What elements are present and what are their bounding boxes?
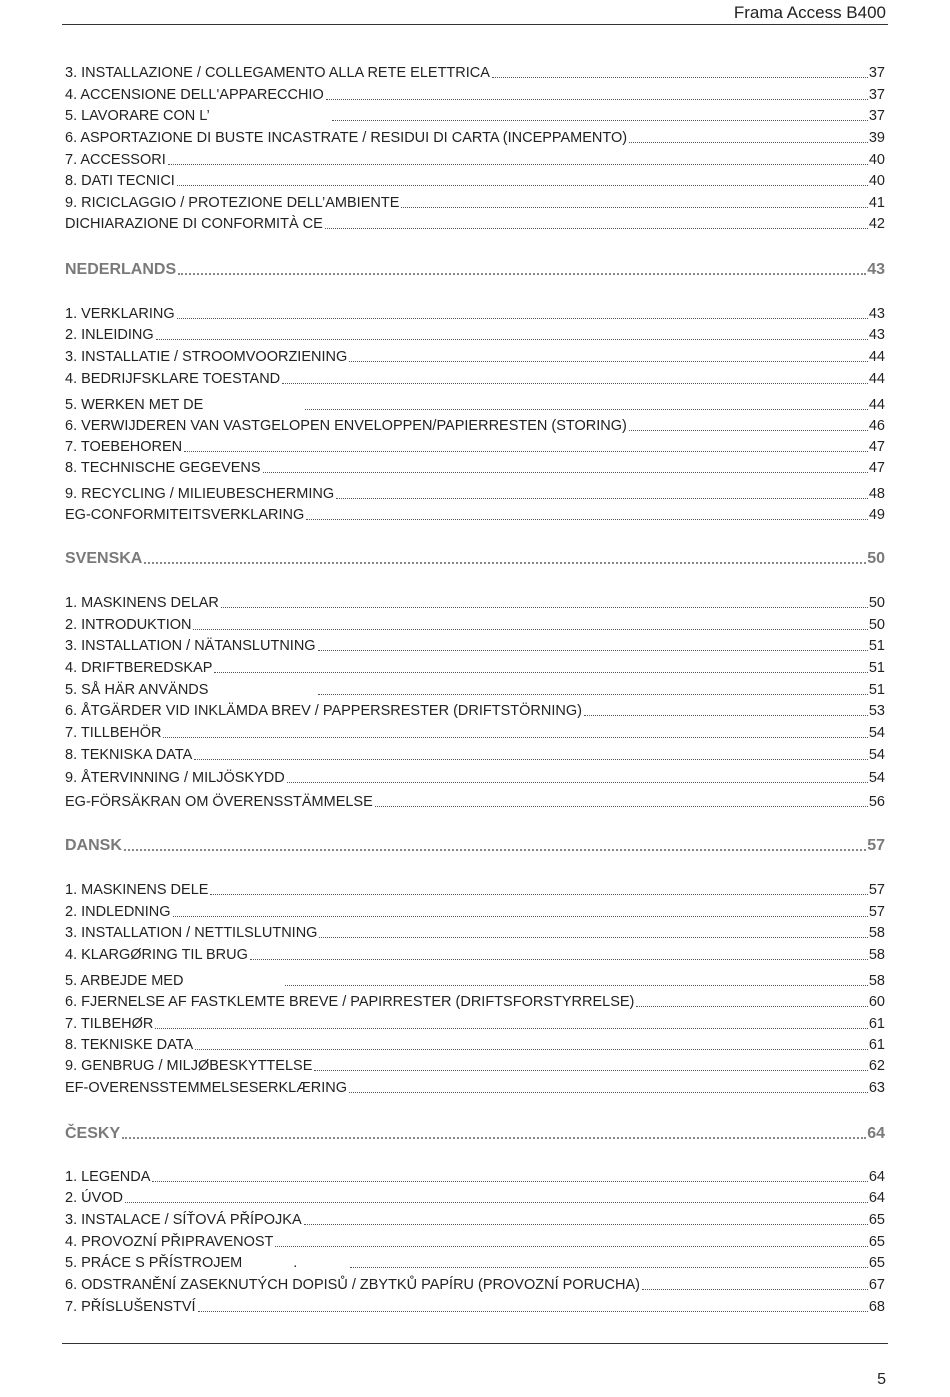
dot-leader	[263, 472, 868, 473]
toc-entry	[65, 1167, 885, 1187]
toc-entry	[65, 1014, 885, 1034]
toc-entry-page-number: 40	[868, 173, 885, 189]
toc-entry-label: 1. LEGENDA	[65, 1169, 151, 1185]
dot-leader	[492, 77, 868, 78]
dot-leader	[305, 409, 868, 410]
dot-leader	[194, 759, 868, 760]
dot-leader	[349, 361, 868, 362]
toc-entry-page-number: 37	[868, 87, 885, 103]
toc-entry-label: 7. TOEBEHOREN	[65, 439, 183, 455]
toc-entry	[65, 193, 885, 213]
toc-entry-label: 4. ACCENSIONE DELL'APPARECCHIO	[65, 87, 324, 103]
toc-entry-label: 7. ACCESSORI	[65, 152, 166, 168]
toc-entry	[65, 106, 885, 126]
toc-entry-label: ČESKY	[65, 1125, 121, 1142]
dot-leader	[326, 99, 868, 100]
dot-leader	[214, 672, 867, 673]
toc-entry	[65, 1232, 885, 1252]
dot-leader	[336, 498, 868, 499]
dot-leader	[629, 142, 868, 143]
toc-entry	[65, 1078, 885, 1098]
toc-entry-page-number: 53	[868, 703, 885, 719]
toc-entry-label: 5. LAVORARE CON L’	[65, 108, 210, 124]
dot-leader	[319, 937, 867, 938]
toc-entry	[65, 658, 885, 678]
toc-entry-page-number: 65	[868, 1234, 885, 1250]
toc-entry-page-number: 39	[868, 130, 885, 146]
dot-leader	[198, 1311, 868, 1312]
toc-entry	[65, 416, 885, 436]
toc-entry-label: 4. KLARGØRING TIL BRUG	[65, 947, 248, 963]
toc-entry-label: 9. RECYCLING / MILIEUBESCHERMING	[65, 486, 335, 502]
toc-entry-page-number: 43	[868, 327, 885, 343]
toc-entry-label: 9. RICICLAGGIO / PROTEZIONE DELL’AMBIENTE	[65, 195, 400, 211]
dot-leader	[636, 1006, 867, 1007]
dot-leader	[193, 629, 867, 630]
toc-entry-page-number: 43	[867, 261, 885, 278]
toc-entry-label: 9. GENBRUG / MILJØBESKYTTELSE	[65, 1058, 313, 1074]
toc-entry-page-number: 64	[868, 1190, 885, 1206]
toc-entry	[65, 128, 885, 148]
toc-entry-page-number: 42	[868, 216, 885, 232]
toc-entry	[65, 615, 885, 635]
dot-leader	[195, 1049, 868, 1050]
toc-entry	[65, 680, 885, 700]
dot-leader	[177, 318, 868, 319]
toc-entry-label: 6. ASPORTAZIONE DI BUSTE INCASTRATE / RESIDUI DI CARTA (INCEPPAMENTO)	[65, 130, 628, 146]
dot-leader	[184, 451, 868, 452]
toc-entry	[65, 304, 885, 324]
toc-entry	[65, 593, 885, 613]
dot-leader	[401, 207, 867, 208]
toc-entry-label: 1. MASKINENS DELE	[65, 882, 209, 898]
toc-entry-page-number: 58	[868, 947, 885, 963]
toc-entry-label: 2. ÚVOD	[65, 1190, 124, 1206]
dot-leader	[163, 737, 867, 738]
toc-entry-label: 3. INSTALLATIE / STROOMVOORZIENING	[65, 349, 348, 365]
dot-leader	[629, 430, 868, 431]
dot-leader	[152, 1181, 867, 1182]
toc-entry-label: 5. WERKEN MET DE	[65, 397, 204, 413]
toc-entry	[65, 1210, 885, 1230]
dot-leader	[287, 782, 868, 783]
toc-entry-page-number: 50	[868, 617, 885, 633]
toc-entry-label: 5. PRÁCE S PŘÍSTROJEM	[65, 1255, 243, 1271]
toc-entry-label: 3. INSTALLAZIONE / COLLEGAMENTO ALLA RETE ELETTRICA	[65, 65, 490, 81]
toc-entry	[65, 1275, 885, 1295]
toc-entry	[65, 723, 885, 743]
toc-entry-page-number: 61	[868, 1016, 885, 1032]
toc-entry-page-number: 57	[868, 882, 885, 898]
toc-entry-page-number: 51	[868, 660, 885, 676]
toc-entry-page-number: 49	[868, 507, 885, 523]
toc-entry-page-number: 54	[868, 725, 885, 741]
document-header-title: Frama Access B400	[733, 3, 886, 22]
toc-entry-page-number: 57	[868, 904, 885, 920]
toc-entry-label: 6. ÅTGÄRDER VID INKLÄMDA BREV / PAPPERSRESTER (DRIFTSTÖRNING)	[65, 703, 582, 719]
toc-entry-page-number: 61	[868, 1037, 885, 1053]
toc-entry-page-number: 50	[867, 550, 885, 567]
toc-entry-label: 4. DRIFTBEREDSKAP	[65, 660, 213, 676]
toc-entry-label: 8. TECHNISCHE GEGEVENS	[65, 460, 261, 476]
toc-entry	[65, 347, 885, 367]
toc-entry-label: 4. PROVOZNÍ PŘIPRAVENOST	[65, 1234, 274, 1250]
toc-entry-label: DICHIARAZIONE DI CONFORMITÀ CE	[65, 216, 323, 232]
dot-leader	[318, 694, 867, 695]
dot-leader	[350, 1267, 868, 1268]
toc-entry-page-number: 48	[868, 486, 885, 502]
toc-entry-page-number: 63	[868, 1080, 885, 1096]
toc-entry-page-number: 56	[868, 794, 885, 810]
toc-entry-page-number: 47	[868, 439, 885, 455]
toc-entry	[65, 395, 885, 415]
toc-entry	[65, 458, 885, 478]
toc-entry	[65, 880, 885, 900]
toc-entry	[65, 745, 885, 765]
toc-entry-page-number: 40	[868, 152, 885, 168]
dot-leader	[124, 849, 866, 851]
toc-entry-page-number: 50	[868, 595, 885, 611]
page-number: 5	[877, 1371, 886, 1388]
dot-leader	[168, 164, 868, 165]
toc-entry-label: 8. TEKNISKE DATA	[65, 1037, 194, 1053]
toc-entry	[65, 325, 885, 345]
toc-entry	[65, 85, 885, 105]
dot-leader	[221, 607, 868, 608]
dot-leader	[332, 120, 868, 121]
dot-leader	[282, 383, 868, 384]
toc-entry-page-number: 60	[868, 994, 885, 1010]
toc-entry-label: 6. FJERNELSE AF FASTKLEMTE BREVE / PAPIRRESTER (DRIFTSFORSTYRRELSE)	[65, 994, 635, 1010]
dot-leader	[178, 273, 866, 275]
toc-section-heading	[65, 1123, 885, 1145]
toc-entry	[65, 1188, 885, 1208]
toc-entry	[65, 437, 885, 457]
toc-entry-label: EF-OVERENSSTEMMELSESERKLÆRING	[65, 1080, 347, 1096]
toc-entry-page-number: 54	[868, 747, 885, 763]
dot-leader	[349, 1092, 868, 1093]
toc-entry-page-number: 54	[868, 770, 885, 786]
dot-leader	[318, 650, 868, 651]
toc-entry-label: 4. BEDRIJFSKLARE TOESTAND	[65, 371, 281, 387]
dot-leader	[306, 519, 868, 520]
dot-leader	[156, 339, 868, 340]
toc-entry-page-number: 44	[868, 349, 885, 365]
toc-entry-label: 9. ÅTERVINNING / MILJÖSKYDD	[65, 770, 285, 786]
toc-section-heading	[65, 259, 885, 281]
toc-entry-page-number: 64	[867, 1125, 885, 1142]
toc-entry-label: 2. INLEIDING	[65, 327, 154, 343]
toc-entry	[65, 1297, 885, 1317]
toc-entry-page-number: 46	[868, 418, 885, 434]
toc-entry	[65, 1056, 885, 1076]
toc-entry	[65, 1253, 885, 1273]
toc-entry-label: NEDERLANDS	[65, 261, 177, 278]
toc-entry-page-number: 58	[868, 973, 885, 989]
toc-entry-page-number: 51	[868, 682, 885, 698]
dot-leader	[125, 1202, 868, 1203]
toc-entry	[65, 992, 885, 1012]
dot-leader	[122, 1137, 866, 1139]
toc-entry-page-number: 65	[868, 1212, 885, 1228]
toc-entry-label: 3. INSTALLATION / NETTILSLUTNING	[65, 925, 318, 941]
toc-entry	[65, 484, 885, 504]
dot-leader	[285, 985, 867, 986]
dot-leader	[144, 562, 866, 564]
toc-entry	[65, 369, 885, 389]
toc-entry-label: SVENSKA	[65, 550, 143, 567]
toc-entry-label: 3. INSTALLATION / NÄTANSLUTNING	[65, 638, 316, 654]
dot-leader	[177, 185, 868, 186]
toc-entry	[65, 214, 885, 234]
toc-entry	[65, 768, 885, 788]
toc-entry-gap: .	[293, 1255, 298, 1271]
toc-entry	[65, 902, 885, 922]
toc-entry-label: 5. SÅ HÄR ANVÄNDS	[65, 682, 209, 698]
toc-entry-label: 5. ARBEJDE MED	[65, 973, 184, 989]
toc-entry-page-number: 64	[868, 1169, 885, 1185]
toc-entry-page-number: 58	[868, 925, 885, 941]
toc-entry-label: 2. INTRODUKTION	[65, 617, 192, 633]
toc-section-heading	[65, 548, 885, 570]
toc-entry-label: 6. VERWIJDEREN VAN VASTGELOPEN ENVELOPPEN/PAPIERRESTEN (STORING)	[65, 418, 627, 434]
toc-entry-label: 1. VERKLARING	[65, 306, 175, 322]
toc-entry-page-number: 41	[868, 195, 885, 211]
toc-entry-page-number: 44	[868, 397, 885, 413]
toc-entry-label: 7. PŘÍSLUŠENSTVÍ	[65, 1299, 196, 1315]
toc-entry	[65, 63, 885, 83]
dot-leader	[314, 1070, 867, 1071]
toc-entry-label: 7. TILBEHØR	[65, 1016, 154, 1032]
toc-entry-page-number: 37	[868, 108, 885, 124]
dot-leader	[275, 1246, 867, 1247]
dot-leader	[155, 1028, 867, 1029]
toc-entry	[65, 945, 885, 965]
dot-leader	[584, 715, 868, 716]
dot-leader	[210, 894, 867, 895]
toc-entry	[65, 792, 885, 812]
toc-entry	[65, 923, 885, 943]
dot-leader	[642, 1289, 868, 1290]
toc-entry	[65, 150, 885, 170]
toc-entry-label: 3. INSTALACE / SÍŤOVÁ PŘÍPOJKA	[65, 1212, 302, 1228]
toc-entry	[65, 1035, 885, 1055]
toc-entry	[65, 505, 885, 525]
toc-entry	[65, 636, 885, 656]
toc-entry	[65, 701, 885, 721]
dot-leader	[173, 916, 868, 917]
toc-entry-label: EG-CONFORMITEITSVERKLARING	[65, 507, 305, 523]
toc-entry-page-number: 37	[868, 65, 885, 81]
toc-entry-label: 2. INDLEDNING	[65, 904, 171, 920]
toc-entry-page-number: 43	[868, 306, 885, 322]
toc-entry-label: 8. DATI TECNICI	[65, 173, 175, 189]
toc-entry-page-number: 57	[867, 837, 885, 854]
toc-entry-label: 7. TILLBEHÖR	[65, 725, 162, 741]
toc-entry	[65, 971, 885, 991]
toc-entry-page-number: 62	[868, 1058, 885, 1074]
toc-entry-page-number: 47	[868, 460, 885, 476]
toc-entry-label: DANSK	[65, 837, 122, 854]
toc-entry-page-number: 67	[868, 1277, 885, 1293]
header-rule	[62, 24, 888, 25]
toc-entry-page-number: 68	[868, 1299, 885, 1315]
toc-entry-label: 1. MASKINENS DELAR	[65, 595, 219, 611]
toc-entry-label: 6. ODSTRANĚNÍ ZASEKNUTÝCH DOPISŮ / ZBYTKŮ PAPÍRU (PROVOZNÍ PORUCHA)	[65, 1277, 640, 1293]
toc-section-heading	[65, 835, 885, 857]
toc-entry-page-number: 44	[868, 371, 885, 387]
toc-entry	[65, 171, 885, 191]
dot-leader	[375, 806, 868, 807]
toc-entry-label: EG-FÖRSÄKRAN OM ÖVERENSSTÄMMELSE	[65, 794, 373, 810]
dot-leader	[250, 959, 868, 960]
toc-entry-page-number: 65	[868, 1255, 885, 1271]
toc-entry-page-number: 51	[868, 638, 885, 654]
dot-leader	[325, 228, 868, 229]
toc-entry-label: 8. TEKNISKA DATA	[65, 747, 193, 763]
footer-rule	[62, 1343, 888, 1344]
dot-leader	[304, 1224, 868, 1225]
